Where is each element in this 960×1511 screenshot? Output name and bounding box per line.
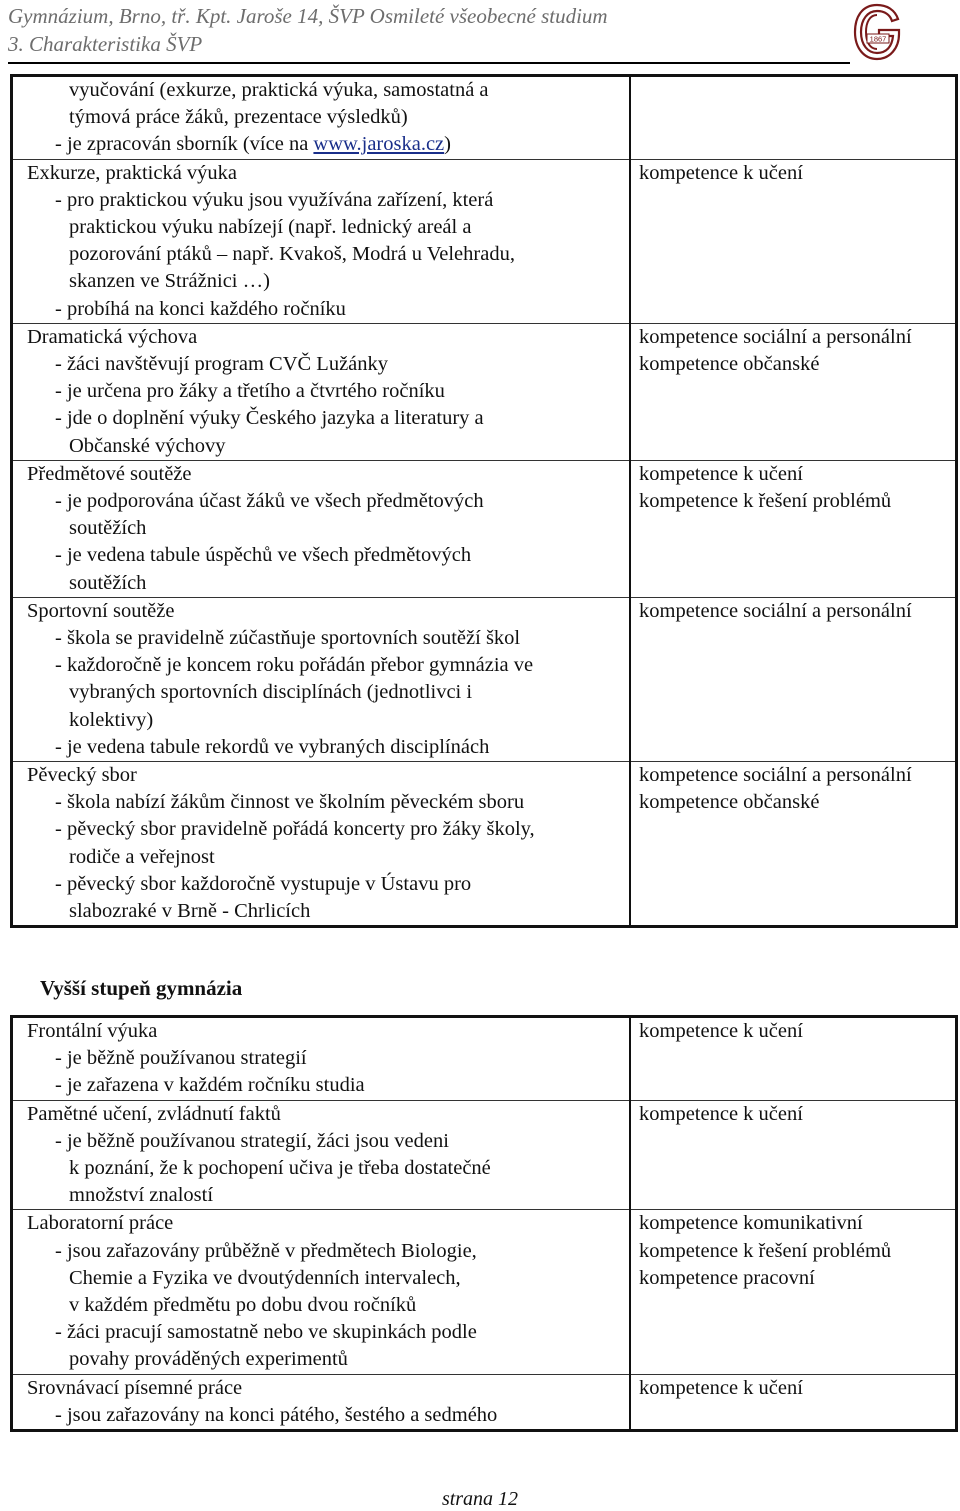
website-link[interactable]: www.jaroska.cz xyxy=(313,133,445,156)
competence-item: kompetence k učení xyxy=(639,462,803,485)
table-row xyxy=(12,460,957,597)
header-school-line: Gymnázium, Brno, tř. Kpt. Jaroše 14, ŠVP Osmileté všeobecné studium xyxy=(8,4,608,28)
table-row xyxy=(12,159,957,323)
strategy-line: - jde o doplnění výuky Českého jazyka a literatury a xyxy=(55,407,484,430)
strategy-line: - žáci navštěvují program CVČ Lužánky xyxy=(55,353,389,376)
strategy-cell xyxy=(12,1374,631,1430)
strategy-line: slabozraké v Brně - Chrlicích xyxy=(69,900,311,923)
competence-item: kompetence sociální a personální xyxy=(639,599,912,622)
section-title: Vyšší stupeň gymnázia xyxy=(40,976,243,1000)
competence-item: kompetence komunikativní xyxy=(639,1212,863,1235)
table-row xyxy=(12,323,957,460)
header-rule xyxy=(8,62,850,64)
strategy-line: - je vedena tabule rekordů ve vybraných disciplínách xyxy=(55,735,490,758)
strategy-line: - pro praktickou výuku jsou využívána zařízení, která xyxy=(55,188,494,211)
strategy-line: v každém předmětu po dobu dvou ročníků xyxy=(69,1294,417,1317)
competence-item: kompetence sociální a personální xyxy=(639,325,912,348)
strategy-cell xyxy=(12,1210,631,1374)
strategy-title: Laboratorní práce xyxy=(27,1212,174,1235)
competence-item: kompetence k řešení problémů xyxy=(639,490,892,513)
strategy-line: - probíhá na konci každého ročníku xyxy=(55,297,346,320)
strategy-line: Občanské výchovy xyxy=(69,434,226,457)
competence-cell xyxy=(630,159,957,323)
table-row xyxy=(12,76,957,160)
strategy-line: - škola nabízí žákům činnost ve školním pěveckém sboru xyxy=(55,791,525,814)
competence-cell xyxy=(630,460,957,597)
strategy-cell xyxy=(12,1017,631,1101)
strategy-line: skanzen ve Strážnici …) xyxy=(69,270,270,293)
competence-item: kompetence občanské xyxy=(639,353,820,376)
strategy-line: - každoročně je koncem roku pořádán přebor gymnázia ve xyxy=(55,654,534,677)
strategy-cell xyxy=(12,460,631,597)
strategy-line: pozorování ptáků – např. Kvakoš, Modrá u Velehradu, xyxy=(69,243,515,266)
competence-cell xyxy=(630,762,957,927)
strategy-line: - pěvecký sbor každoročně vystupuje v Ústavu pro xyxy=(55,872,472,895)
competence-cell xyxy=(630,1100,957,1210)
document-header xyxy=(8,2,608,58)
strategy-line: množství znalostí xyxy=(69,1184,214,1207)
school-logo xyxy=(852,3,902,61)
competence-item: kompetence k učení xyxy=(639,1102,803,1125)
strategy-line: soutěžích xyxy=(69,571,147,594)
strategy-cell xyxy=(12,159,631,323)
strategy-line: vybraných sportovních disciplínách (jednotlivci i xyxy=(69,681,473,704)
page-number: strana 12 xyxy=(441,1488,519,1510)
strategy-line: týmová práce žáků, prezentace výsledků) xyxy=(69,106,408,129)
table-row xyxy=(12,1100,957,1210)
strategy-title: Pěvecký sbor xyxy=(27,764,137,787)
strategy-line: k poznání, že k pochopení učiva je třeba dostatečné xyxy=(69,1157,491,1180)
competence-item: kompetence pracovní xyxy=(639,1266,815,1289)
strategy-line: soutěžích xyxy=(69,517,147,540)
strategy-line: Chemie a Fyzika ve dvoutýdenních intervalech, xyxy=(69,1266,461,1289)
table-row xyxy=(12,1210,957,1374)
logo-year: 1867 xyxy=(869,34,887,44)
strategy-cell xyxy=(12,76,631,160)
competence-cell xyxy=(630,323,957,460)
competence-item: kompetence sociální a personální xyxy=(639,764,912,787)
strategy-title: Srovnávací písemné práce xyxy=(27,1376,243,1399)
strategy-title: Předmětové soutěže xyxy=(27,462,192,485)
strategy-line: - je zpracován sborník (více na www.jaroska.cz) xyxy=(55,133,451,156)
strategy-line: vyučování (exkurze, praktická výuka, samostatná a xyxy=(69,79,489,101)
strategy-title: Exkurze, praktická výuka xyxy=(27,161,238,184)
strategy-cell xyxy=(12,597,631,761)
strategy-line: - žáci pracují samostatně nebo ve skupinkách podle xyxy=(55,1321,477,1344)
strategies-table-lower xyxy=(10,74,958,928)
table-row xyxy=(12,1374,957,1430)
strategy-line: - škola se pravidelně zúčastňuje sportovních soutěží škol xyxy=(55,627,521,650)
table-row xyxy=(12,762,957,927)
strategy-cell xyxy=(12,762,631,927)
competence-cell xyxy=(630,1210,957,1374)
competence-cell xyxy=(630,597,957,761)
header-chapter-line: 3. Charakteristika ŠVP xyxy=(8,32,203,56)
table-row xyxy=(12,1017,957,1101)
strategy-line: - jsou zařazovány průběžně v předmětech Biologie, xyxy=(55,1239,477,1262)
competence-item: kompetence občanské xyxy=(639,791,820,814)
strategy-title: Pamětné učení, zvládnutí faktů xyxy=(27,1102,281,1125)
strategy-title: Dramatická výchova xyxy=(27,325,198,348)
strategy-line: - pěvecký sbor pravidelně pořádá koncerty pro žáky školy, xyxy=(55,818,535,841)
table-row xyxy=(12,597,957,761)
competence-cell xyxy=(630,1374,957,1430)
strategy-cell xyxy=(12,1100,631,1210)
strategy-line: - je zařazena v každém ročníku studia xyxy=(55,1074,365,1097)
competence-cell xyxy=(630,1017,957,1101)
strategy-line: - je podporována účast žáků ve všech předmětových xyxy=(55,490,484,513)
competence-item: kompetence k učení xyxy=(639,161,803,184)
strategy-cell xyxy=(12,323,631,460)
competence-cell xyxy=(630,76,957,160)
strategy-line: povahy prováděných experimentů xyxy=(69,1348,348,1371)
competence-item: kompetence k učení xyxy=(639,1020,803,1042)
strategies-table-upper xyxy=(10,1015,958,1432)
strategy-title: Frontální výuka xyxy=(27,1020,158,1042)
competence-item: kompetence k učení xyxy=(639,1376,803,1399)
strategy-line: rodiče a veřejnost xyxy=(69,845,215,868)
strategy-line: - jsou zařazovány na konci pátého, šestého a sedmého xyxy=(55,1403,498,1426)
strategy-title: Sportovní soutěže xyxy=(27,599,175,622)
strategy-line: kolektivy) xyxy=(69,708,154,731)
strategy-line: - je určena pro žáky a třetího a čtvrtého ročníku xyxy=(55,380,445,403)
strategy-line: - je běžně používanou strategií xyxy=(55,1047,307,1070)
strategy-line: praktickou výuku nabízejí (např. lednický areál a xyxy=(69,216,472,239)
strategy-line: - je běžně používanou strategií, žáci jsou vedeni xyxy=(55,1129,449,1152)
strategy-line: - je vedena tabule úspěchů ve všech předmětových xyxy=(55,544,472,567)
competence-item: kompetence k řešení problémů xyxy=(639,1239,892,1262)
